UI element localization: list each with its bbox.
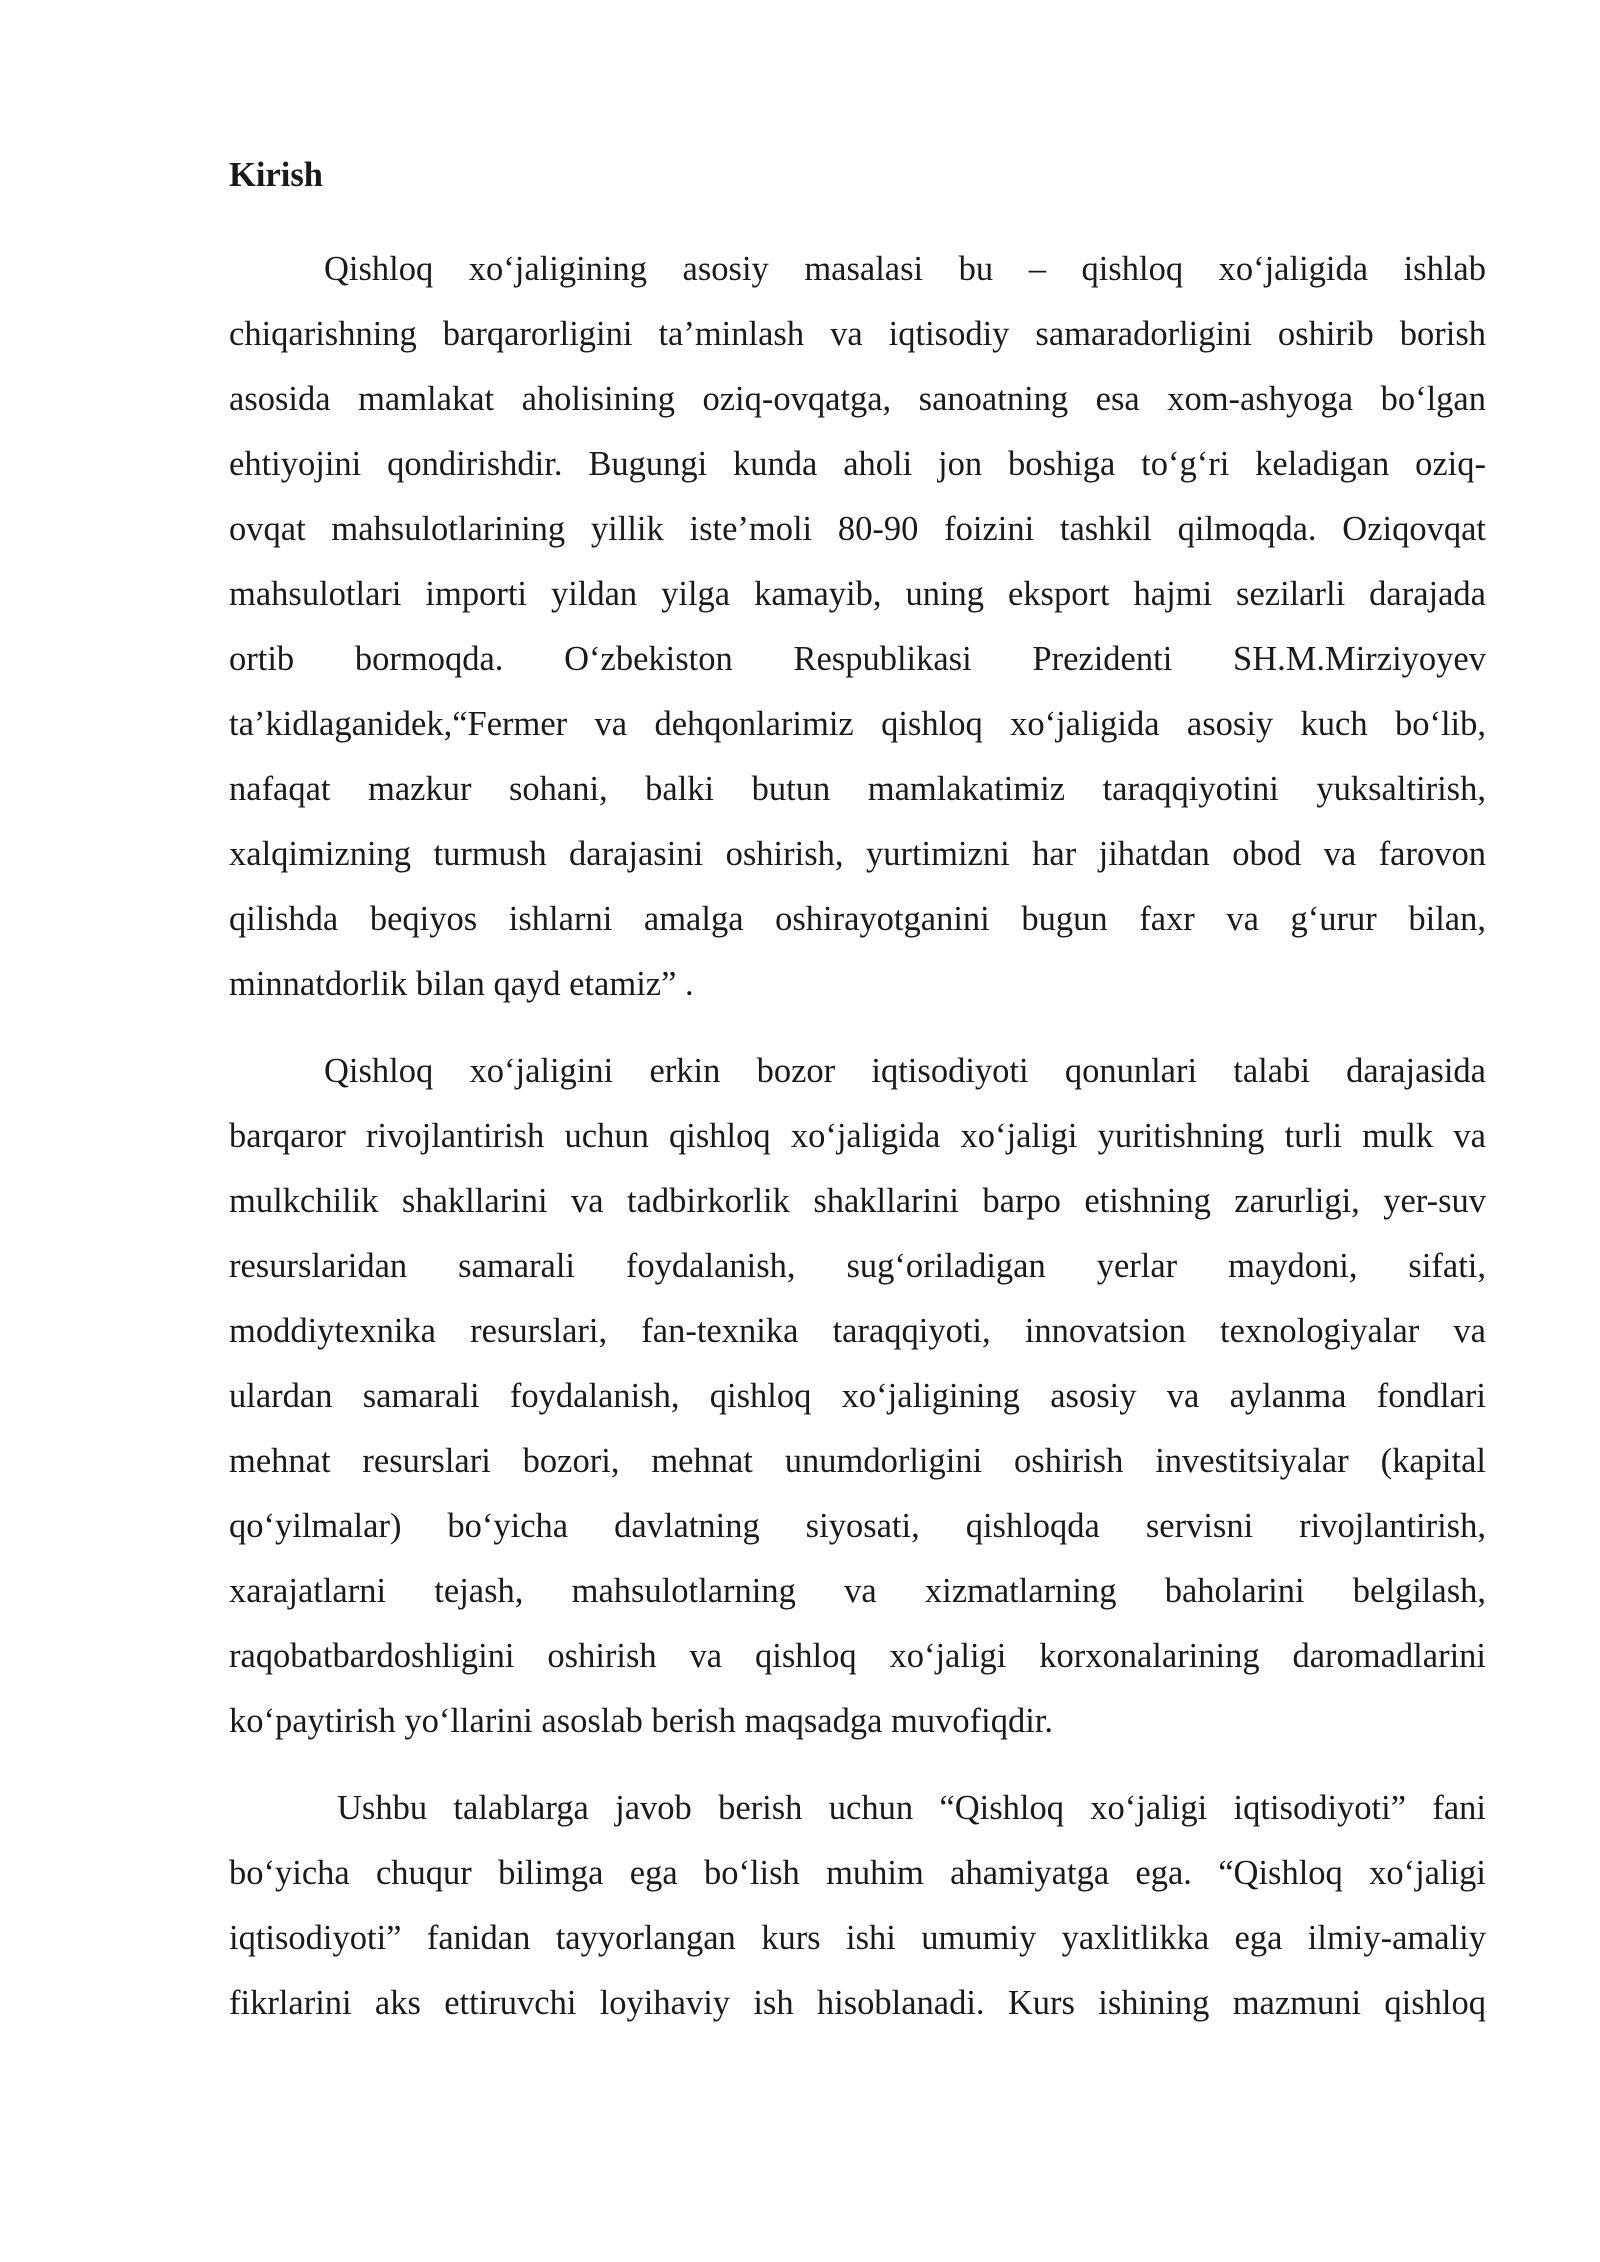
paragraph-line: moddiytexnika resurslari, fan-texnika taraqqiyoti, innovatsion texnologiyalar va xyxy=(229,1312,1486,1350)
paragraph-line: minnatdorlik bilan qayd etamiz” . xyxy=(229,965,694,1003)
paragraph-line: Ushbu talablarga javob berish uchun “Qishloq xo‘jaligi iqtisodiyoti” fani xyxy=(337,1789,1486,1827)
paragraph-line: mahsulotlari importi yildan yilga kamayib, uning eksport hajmi sezilarli darajada xyxy=(229,575,1486,613)
paragraph-line: qilishda beqiyos ishlarni amalga oshirayotganini bugun faxr va g‘urur bilan, xyxy=(229,900,1486,938)
section-heading: Kirish xyxy=(229,156,323,194)
paragraph-line: bo‘yicha chuqur bilimga ega bo‘lish muhim ahamiyatga ega. “Qishloq xo‘jaligi xyxy=(229,1854,1486,1892)
paragraph-line: ulardan samarali foydalanish, qishloq xo‘jaligining asosiy va aylanma fondlari xyxy=(229,1377,1486,1415)
paragraph-line: xalqimizning turmush darajasini oshirish, yurtimizni har jihatdan obod va farovon xyxy=(229,835,1486,873)
paragraph-line: ovqat mahsulotlarining yillik iste’moli 80-90 foizini tashkil qilmoqda. Oziqovqat xyxy=(229,510,1486,548)
paragraph-line: raqobatbardoshligini oshirish va qishloq xo‘jaligi korxonalarining daromadlarini xyxy=(229,1637,1486,1675)
paragraph-line: mulkchilik shakllarini va tadbirkorlik shakllarini barpo etishning zarurligi, yer-suv xyxy=(229,1182,1486,1220)
paragraph-3 xyxy=(229,1776,1486,2036)
paragraph-line: iqtisodiyoti” fanidan tayyorlangan kurs ishi umumiy yaxlitlikka ega ilmiy-amaliy xyxy=(229,1919,1486,1957)
paragraph-line: Qishloq xo‘jaligining asosiy masalasi bu – qishloq xo‘jaligida ishlab xyxy=(324,250,1486,288)
paragraph-line: ortib bormoqda. O‘zbekiston Respublikasi Prezidenti SH.M.Mirziyoyev xyxy=(229,640,1486,678)
paragraph-1 xyxy=(229,237,1486,1017)
paragraph-line: ta’kidlaganidek,“Fermer va dehqonlarimiz qishloq xo‘jaligida asosiy kuch bo‘lib, xyxy=(229,705,1486,743)
paragraph-line: fikrlarini aks ettiruvchi loyihaviy ish hisoblanadi. Kurs ishining mazmuni qishloq xyxy=(229,1984,1486,2022)
paragraph-line: nafaqat mazkur sohani, balki butun mamlakatimiz taraqqiyotini yuksaltirish, xyxy=(229,770,1486,808)
document-body xyxy=(229,150,1486,2058)
paragraph-line: ko‘paytirish yo‘llarini asoslab berish maqsadga muvofiqdir. xyxy=(229,1702,1054,1740)
paragraph-line: chiqarishning barqarorligini ta’minlash va iqtisodiy samaradorligini oshirib borish xyxy=(229,315,1486,353)
paragraph-line: barqaror rivojlantirish uchun qishloq xo‘jaligida xo‘jaligi yuritishning turli mulk va xyxy=(229,1117,1486,1155)
paragraph-line: resurslaridan samarali foydalanish, sug‘oriladigan yerlar maydoni, sifati, xyxy=(229,1247,1486,1285)
paragraph-line: asosida mamlakat aholisining oziq-ovqatga, sanoatning esa xom-ashyoga bo‘lgan xyxy=(229,380,1486,418)
paragraph-2 xyxy=(229,1039,1486,1754)
paragraph-line: mehnat resurslari bozori, mehnat unumdorligini oshirish investitsiyalar (kapital xyxy=(229,1442,1486,1480)
paragraph-line: Qishloq xo‘jaligini erkin bozor iqtisodiyoti qonunlari talabi darajasida xyxy=(324,1052,1486,1090)
paragraph-line: xarajatlarni tejash, mahsulotlarning va xizmatlarning baholarini belgilash, xyxy=(229,1572,1486,1610)
paragraph-line: ehtiyojini qondirishdir. Bugungi kunda aholi jon boshiga to‘g‘ri keladigan oziq- xyxy=(229,445,1486,483)
paragraph-line: qo‘yilmalar) bo‘yicha davlatning siyosati, qishloqda servisni rivojlantirish, xyxy=(229,1507,1486,1545)
